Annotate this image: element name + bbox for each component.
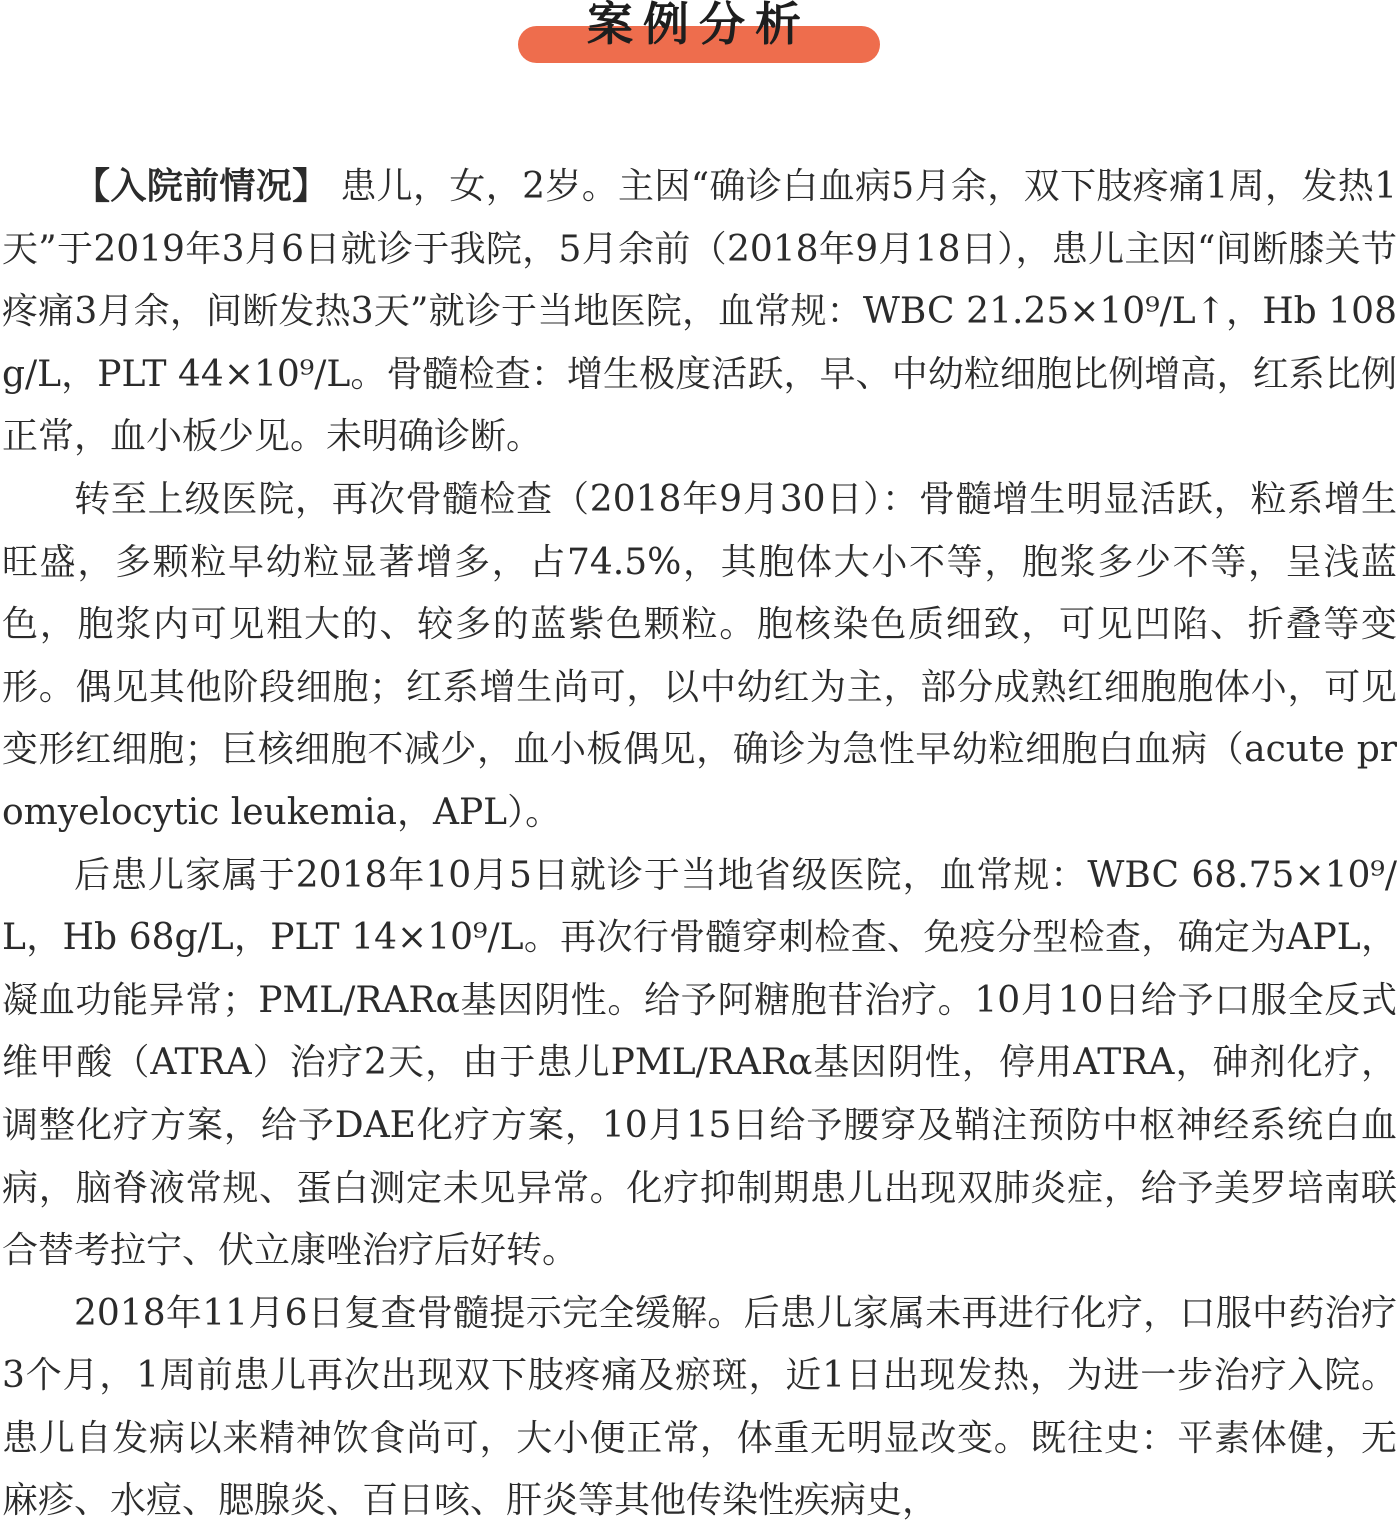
paragraph-transfer <box>2 469 1397 845</box>
paragraph-provincial-hospital <box>2 845 1397 1283</box>
case-text-body <box>2 156 1397 1521</box>
paragraph-transfer-text: 转至上级医院，再次骨髓检查（2018年9月30日）：骨髓增生明显活跃，粒系增生旺盛，多颗粒早幼粒显著增多，占74.5%，其胞体大小不等，胞浆多少不等，呈浅蓝色，胞浆内可见粗大的、较多的蓝紫色颗粒。胞核染色质细致，可见凹陷、折叠等变形。偶见其他阶段细胞；红系增生尚可，以中幼红为主，部分成熟红细胞胞体小，可见变形红细胞；巨核细胞不减少，血小板偶见，确诊为急性早幼粒细胞白血病（acute promyelocytic leukemia，APL）。 <box>2 478 1397 833</box>
section-title-banner <box>518 0 880 64</box>
paragraph-admission <box>2 156 1397 469</box>
paragraph-remission <box>2 1283 1397 1521</box>
paragraph-admission-text: 患儿，女，2岁。主因“确诊白血病5月余，双下肢疼痛1周，发热1天”于2019年3月6日就诊于我院，5月余前（2018年9月18日），患儿主因“间断膝关节疼痛3月余，间断发热3天”就诊于当地医院，血常规：WBC 21.25×10⁹/L↑，Hb 108g/L，PLT 44×10⁹/L。骨髓检查：增生极度活跃，早、中幼粒细胞比例增高，红系比例正常，血小板少见。未明确诊断。 <box>2 166 1397 458</box>
paragraph-provincial-text: 后患儿家属于2018年10月5日就诊于当地省级医院，血常规：WBC 68.75×10⁹/L，Hb 68g/L，PLT 14×10⁹/L。再次行骨髓穿刺检查、免疫分型检查，确定为APL，凝血功能异常；PML/RARα基因阴性。给予阿糖胞苷治疗。10月10日给予口服全反式维甲酸（ATRA）治疗2天，由于患儿PML/RARα基因阴性，停用ATRA，砷剂化疗，调整化疗方案，给予DAE化疗方案，10月15日给予腰穿及鞘注预防中枢神经系统白血病，脑脊液常规、蛋白测定未见异常。化疗抑制期患儿出现双肺炎症，给予美罗培南联合替考拉宁、伏立康唑治疗后好转。 <box>2 854 1397 1272</box>
section-label-admission: 【入院前情况】 <box>74 166 329 207</box>
paragraph-remission-text: 2018年11月6日复查骨髓提示完全缓解。后患儿家属未再进行化疗，口服中药治疗3个月，1周前患儿再次出现双下肢疼痛及瘀斑，近1日出现发热，为进一步治疗入院。患儿自发病以来精神饮食尚可，大小便正常，体重无明显改变。既往史：平素体健，无麻疹、水痘、腮腺炎、百日咳、肝炎等其他传染性疾病史， <box>2 1292 1397 1521</box>
page-title: 案例分析 <box>587 0 811 51</box>
